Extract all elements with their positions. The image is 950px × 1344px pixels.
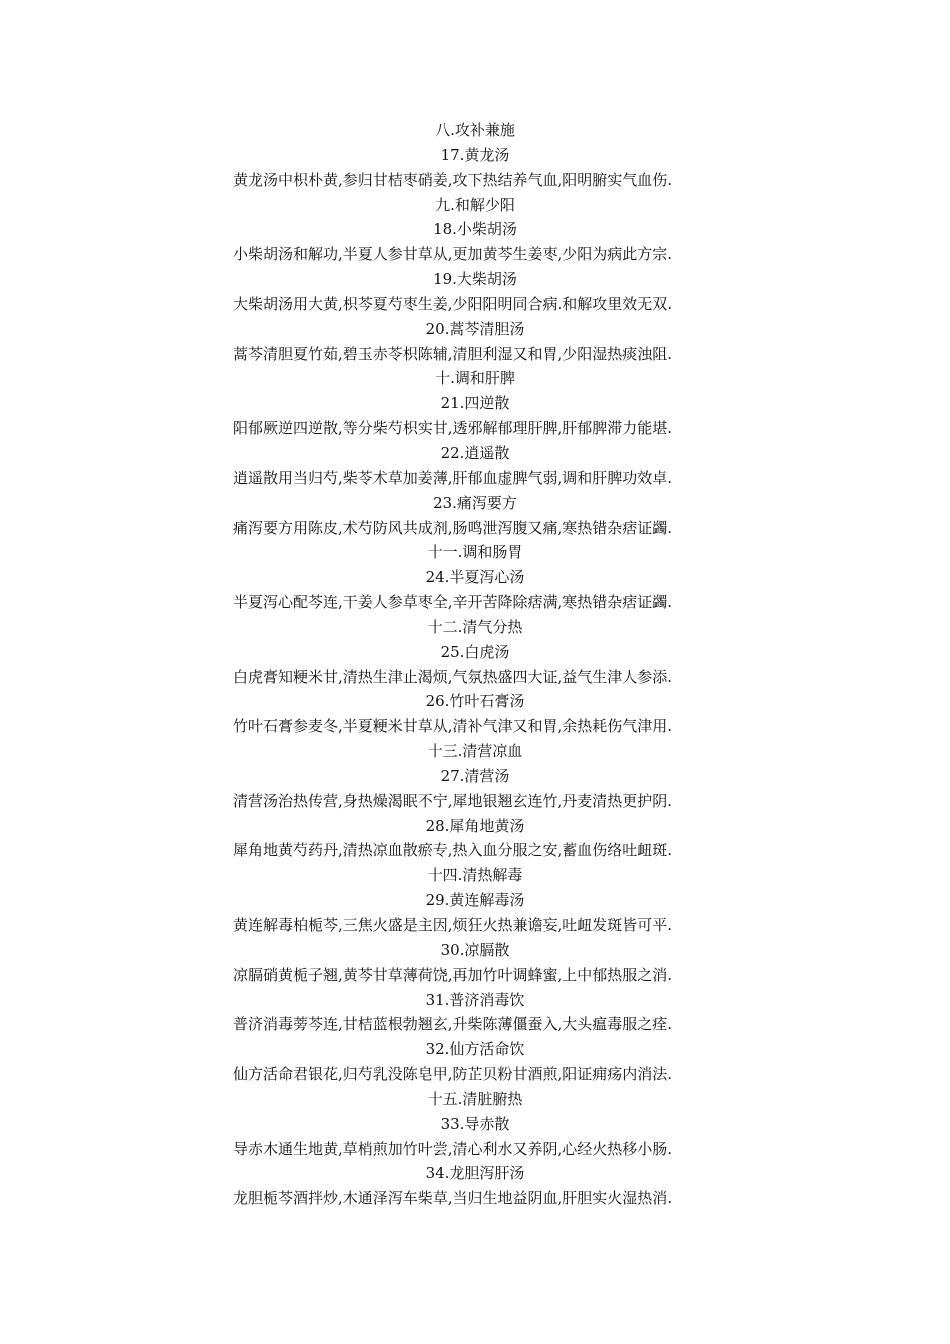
formula-title: 22.逍遥散 xyxy=(440,443,510,462)
document-page xyxy=(0,118,950,1211)
formula-verse: 黄龙汤中枳朴黄,参归甘桔枣硝姜,攻下热结养气血,阳明腑实气血伤. xyxy=(233,170,673,189)
section-heading: 九.和解少阳 xyxy=(435,195,515,214)
section-heading: 八.攻补兼施 xyxy=(435,121,515,139)
formula-verse: 大柴胡汤用大黄,枳芩夏芍枣生姜,少阳阳明同合病.和解攻里效无双. xyxy=(233,294,673,313)
formula-verse: 龙胆栀芩酒拌炒,木通泽泻车柴草,当归生地益阴血,肝胆实火湿热消. xyxy=(233,1189,673,1208)
formula-verse: 逍遥散用当归芍,柴苓术草加姜薄,肝郁血虚脾气弱,调和肝脾功效卓. xyxy=(233,468,673,487)
formula-title: 24.半夏泻心汤 xyxy=(425,568,525,587)
formula-title: 20.蒿芩清胆汤 xyxy=(425,319,525,338)
section-heading: 十三.清营凉血 xyxy=(427,742,523,761)
formula-verse: 黄连解毒柏栀芩,三焦火盛是主因,烦狂火热兼谵妄,吐衄发斑皆可平. xyxy=(233,916,673,934)
formula-verse: 仙方活命君银花,归芍乳没陈皂甲,防芷贝粉甘酒煎,阳证痈疡内消法. xyxy=(233,1065,673,1084)
formula-title: 33.导赤散 xyxy=(440,1114,510,1133)
formula-title: 17.黄龙汤 xyxy=(440,145,510,164)
formula-verse: 凉膈硝黄栀子翘,黄芩甘草薄荷饶,再加竹叶调蜂蜜,上中郁热服之消. xyxy=(233,965,673,984)
formula-title: 26.竹叶石膏汤 xyxy=(425,692,525,711)
formula-title: 31.普济消毒饮 xyxy=(425,990,525,1009)
section-heading: 十五.清脏腑热 xyxy=(427,1089,523,1108)
formula-title: 19.大柴胡汤 xyxy=(433,270,517,289)
section-heading: 十四.清热解毒 xyxy=(427,866,523,885)
formula-verse: 导赤木通生地黄,草梢煎加竹叶尝,清心利水又养阴,心经火热移小肠. xyxy=(233,1139,673,1158)
formula-verse: 犀角地黄芍药丹,清热凉血散瘀专,热入血分服之安,蓄血伤络吐衄斑. xyxy=(233,841,673,860)
formula-title: 32.仙方活命饮 xyxy=(425,1040,525,1059)
formula-verse: 半夏泻心配芩连,干姜人参草枣全,辛开苦降除痞满,寒热错杂痞证蠲. xyxy=(233,593,673,612)
formula-verse: 阳郁厥逆四逆散,等分柴芍枳实甘,透邪解郁理肝脾,肝郁脾滞力能堪. xyxy=(233,419,673,438)
formula-verse: 清营汤治热传营,身热燥渴眠不宁,犀地银翘玄连竹,丹麦清热更护阴. xyxy=(233,791,673,810)
formula-verse: 竹叶石膏参麦冬,半夏粳米甘草从,清补气津又和胃,余热耗伤气津用. xyxy=(233,717,673,736)
formula-verse: 痛泻要方用陈皮,术芍防风共成剂,肠鸣泄泻腹又痛,寒热错杂痞证蠲. xyxy=(233,518,673,537)
formula-title: 28.犀角地黄汤 xyxy=(425,816,525,835)
formula-title: 18.小柴胡汤 xyxy=(433,220,517,239)
formula-verse: 普济消毒蒡芩连,甘桔蓝根勃翘玄,升柴陈薄僵蚕入,大头瘟毒服之痊. xyxy=(233,1015,673,1034)
formula-title: 34.龙胆泻肝汤 xyxy=(425,1164,525,1183)
formula-verse: 蒿芩清胆夏竹茹,碧玉赤苓枳陈辅,清胆利湿又和胃,少阳湿热痰浊阻. xyxy=(233,344,673,363)
section-heading: 十一.调和肠胃 xyxy=(427,543,523,562)
formula-title: 25.白虎汤 xyxy=(440,642,510,661)
section-heading: 十二.清气分热 xyxy=(427,617,523,636)
formula-title: 30.凉膈散 xyxy=(440,940,510,959)
section-heading: 十.调和肝脾 xyxy=(435,369,515,388)
formula-title: 21.四逆散 xyxy=(440,394,510,413)
formula-title: 29.黄连解毒汤 xyxy=(425,891,525,910)
formula-verse: 小柴胡汤和解功,半夏人参甘草从,更加黄芩生姜枣,少阳为病此方宗. xyxy=(233,245,673,264)
formula-title: 23.痛泻要方 xyxy=(433,493,517,512)
formula-title: 27.清营汤 xyxy=(440,766,510,785)
formula-verse: 白虎膏知粳米甘,清热生津止渴烦,气氛热盛四大证,益气生津人参添. xyxy=(233,667,673,686)
